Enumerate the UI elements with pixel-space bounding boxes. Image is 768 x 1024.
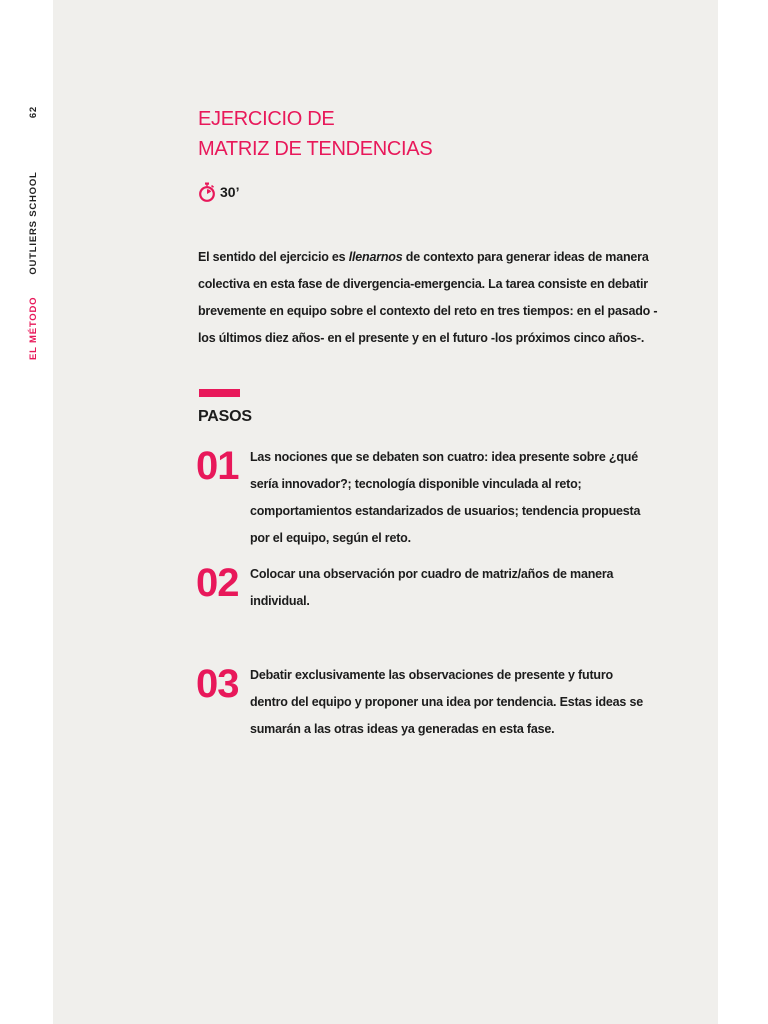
stopwatch-icon — [198, 182, 216, 202]
intro-text-end: de contexto para generar ideas de manera colectiva en esta fase de divergencia-emergencia. La tarea consiste en debatir brevemente en equipo sobre el contexto del reto en tres tiempos: en el pasado -los últimos diez años- en el presente y en el futuro -los próximos cinco años-. — [198, 250, 658, 345]
page-title — [198, 104, 432, 164]
page-number: 62 — [27, 106, 39, 119]
section-accent-bar — [199, 389, 240, 397]
title-line-2: MATRIZ DE TENDENCIAS — [198, 138, 433, 160]
spine-section-label: EL MÉTODO — [27, 296, 39, 360]
duration — [198, 178, 239, 206]
intro-text-start: El sentido del ejercicio es — [198, 250, 349, 264]
step-number: 03 — [196, 662, 239, 706]
intro-italic-word: llenarnos — [348, 250, 403, 264]
step-number: 02 — [196, 561, 239, 605]
step-number: 01 — [196, 444, 239, 488]
steps-heading: PASOS — [198, 408, 252, 425]
step-text: Debatir exclusivamente las observaciones de presente y futuro dentro del equipo y proponer una idea por tendencia. Estas ideas se sumarán a las otras ideas ya generadas en esta fase. — [250, 668, 643, 736]
spine-brand-label: OUTLIERS SCHOOL — [27, 171, 39, 275]
step-text: Colocar una observación por cuadro de matriz/años de manera individual. — [250, 567, 614, 608]
title-line-1: EJERCICIO DE — [198, 108, 335, 130]
intro-paragraph — [198, 244, 658, 352]
duration-text: 30’ — [220, 184, 240, 200]
page-spine — [22, 104, 44, 360]
step-text: Las nociones que se debaten son cuatro: idea presente sobre ¿qué sería innovador?; tecnología disponible vinculada al reto; comportamientos estandarizados de usuarios; tendencia propuesta por el equipo, según el reto. — [250, 450, 641, 545]
